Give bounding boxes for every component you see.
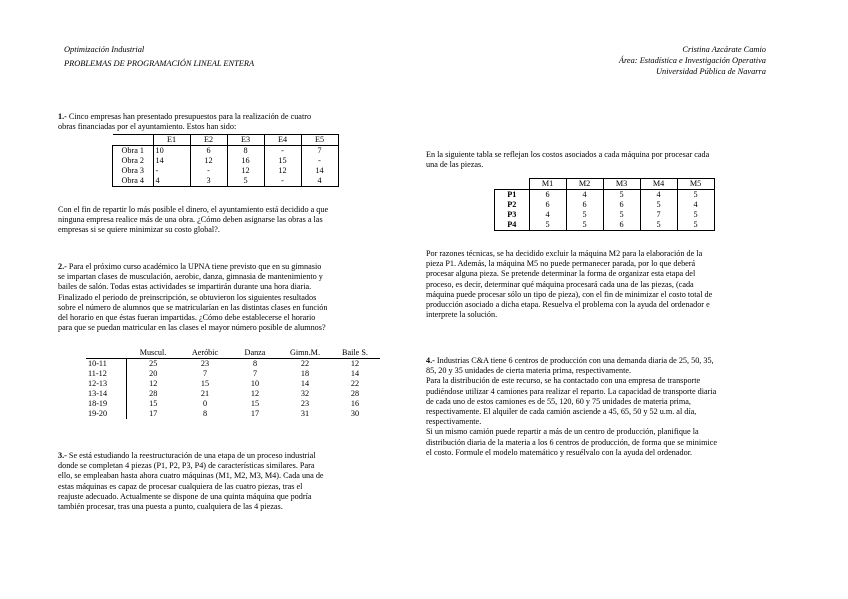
table-row: Obra 3 - - 12 12 14 <box>113 166 339 176</box>
table-row: 13-14 28 21 12 32 28 <box>88 389 360 398</box>
problem-1-table <box>112 134 339 187</box>
problem-2-number: 2.- <box>58 262 67 271</box>
header-right <box>619 44 766 77</box>
author-university: Universidad Pública de Navarra <box>655 67 766 76</box>
table-row: P2 6 6 6 5 4 <box>495 200 715 210</box>
author-name: Cristina Azcárate Camio <box>682 45 766 54</box>
table-row: 18-19 15 0 15 23 16 <box>88 399 360 408</box>
table-row: 19-20 17 8 17 31 30 <box>88 409 360 418</box>
problem-3-number: 3.- <box>58 451 67 460</box>
table-row: 11-12 20 7 7 18 14 <box>88 369 360 378</box>
problem-4-text: 4.- Industrias C&A tiene 6 centros de producción con una demanda diaria de 25, 50, 35, 85, 20 y 35 unidades de cierta materia prima, respectivamente. Para la distribución de este recurso, se ha contactado con una empresa de transporte pudiéndose utilizar 4 camiones para realizar el reparto. La capacidad de transporte diaria de cada uno de estos camiones es de 55, 120, 60 y 75 unidades de materia prima, respectivamente. El alquiler de cada camión asciende a 45, 65, 50 y 52 u.m. al día, respectivamente. Si un mismo camión puede repartir a más de un centro de producción, planifique la distribución diaria de la materia a los 6 centros de producción, de forma que se minimice el costo. Formule el modelo matemático y resuélvalo con la ayuda del ordenador. <box>426 356 718 457</box>
header-left <box>64 44 254 69</box>
table-row: P3 4 5 5 7 5 <box>495 210 715 220</box>
problem-1-number: 1.- <box>58 112 67 121</box>
problem-2-table <box>86 348 380 419</box>
table-row: Obra 1 10 6 8 - 7 <box>113 146 339 157</box>
problem-4-number: 4.- <box>426 356 435 365</box>
problem-3-intro: 3.- Se está estudiando la reestructuración de una etapa de un proceso industrial donde se completan 4 piezas (P1, P2, P3, P4) de características similares. Para ello, se empleaban hasta ahora cuatro máquinas (M1, M2, M3, M4). Cada una de estas máquinas es capaz de procesar cualquiera de las cuatro piezas, tras el reajuste adecuado. Actualmente se dispone de una quinta máquina que podría también procesar, tras una puesta a punto, cualquiera de las 4 piezas. <box>58 451 324 512</box>
table-row: P4 5 5 6 5 5 <box>495 220 715 231</box>
problem-3-table <box>494 178 715 231</box>
document-title: PROBLEMAS DE PROGRAMACIÓN LINEAL ENTERA <box>64 59 255 68</box>
table-row: Obra 4 4 3 5 - 4 <box>113 176 339 187</box>
table-row: Obra 2 14 12 16 15 - <box>113 156 339 166</box>
problem-3-outro: Por razones técnicas, se ha decidido excluir la máquina M2 para la elaboración de la pieza P1. Además, la máquina M5 no puede permanecer parada, por lo que deberá procesar alguna pieza. Se pretende determinar la forma de organizar esta etapa del proceso, es decir, determinar qué máquina procesará cada una de las piezas, (cada máquina puede procesar sólo un tipo de pieza), con el fin de minimizar el costo total de producción asociado a dicha etapa. Resuelva el problema con la ayuda del ordenador e interprete la solución. <box>426 249 713 320</box>
course-title: Optimización Industrial <box>64 45 145 54</box>
table-header-row: M1 M2 M3 M4 M5 <box>495 179 715 190</box>
problem-1-outro: Con el fin de repartir lo más posible el dinero, el ayuntamiento está decidido a que ninguna empresa realice más de una obra. ¿Cómo deben asignarse las obras a las empresas si se quiere minimizar su costo global?. <box>58 205 329 235</box>
table-header-row: E1 E2 E3 E4 E5 <box>113 135 339 146</box>
table-header-row: Muscul. Aeróbic Danza Gimn.M. Baile S. <box>86 348 380 359</box>
table-row: 10-11 25 23 8 22 12 <box>88 359 360 368</box>
table-row: 12-13 12 15 10 14 22 <box>88 379 360 388</box>
table-row: P1 6 4 5 4 5 <box>495 190 715 201</box>
problem-3-continuation: En la siguiente tabla se reflejan los costos asociados a cada máquina por procesar cada una de las piezas. <box>426 150 710 170</box>
problem-2-intro: 2.- Para el próximo curso académico la UPNA tiene previsto que en su gimnasio se impartan clases de musculación, aerobic, danza, gimnasia de mantenimiento y bailes de salón. Todas estas actividades se impartirán durante una hora diaria. Finalizado el periodo de preinscripción, se obtuvieron los siguientes resultados sobre el número de alumnos que se matricularían en las distintas clases en función del horario en que éstas fueran impartidas. ¿Cómo debe establecerse el horario para que se puedan matricular en las clases el mayor número posible de alumnos? <box>58 262 328 333</box>
author-area: Área: Estadística e Investigación Operativa <box>618 56 766 65</box>
problem-1-intro: 1.- Cinco empresas han presentado presupuestos para la realización de cuatro obras financiadas por el ayuntamiento. Estos han sido: <box>58 112 312 132</box>
